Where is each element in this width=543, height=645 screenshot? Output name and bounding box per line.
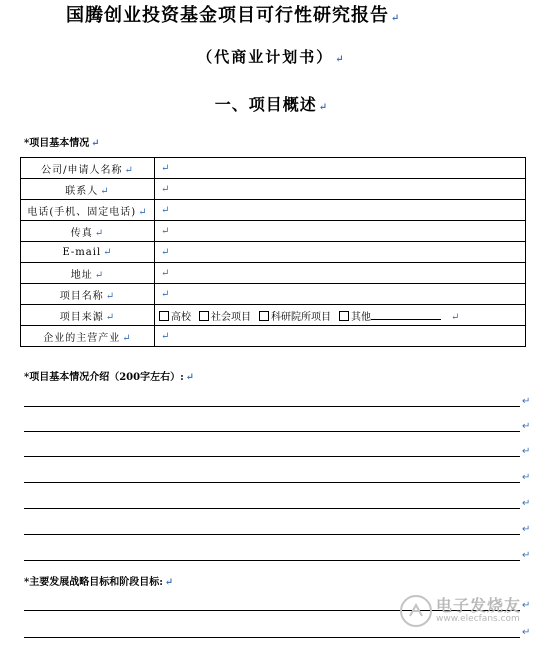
watermark-name: 电子发烧友 (436, 595, 522, 615)
paragraph-mark: ↵ (335, 54, 346, 65)
paragraph-mark: ↵ (161, 288, 170, 300)
checkbox-icon[interactable] (339, 311, 349, 321)
paragraph-mark: ↵ (124, 164, 134, 176)
section-heading: 一、项目概述 ↵ (214, 95, 329, 114)
paragraph-mark: ↵ (91, 138, 100, 149)
table-row (21, 305, 526, 326)
paragraph-mark: ↵ (451, 311, 460, 323)
source-option[interactable]: 科研院所项目 (259, 312, 331, 323)
paragraph-mark: ↵ (161, 246, 170, 258)
source-option[interactable]: 社会项目 (199, 312, 251, 323)
table-row (21, 284, 526, 305)
row-value-field[interactable] (155, 242, 526, 263)
paragraph-mark: ↵ (185, 372, 195, 383)
paragraph-mark: ↵ (522, 600, 531, 611)
document-title: 国腾创业投资基金项目可行性研究报告 ↵ (66, 5, 401, 26)
row-value-field[interactable] (155, 305, 526, 326)
table-row (21, 179, 526, 200)
paragraph-mark: ↵ (391, 13, 401, 24)
basic-info-table (20, 157, 526, 347)
paragraph-mark: ↵ (161, 162, 170, 174)
writing-line[interactable] (24, 406, 520, 407)
strategy-label: *主要发展战略目标和阶段目标: ↵ (24, 577, 174, 588)
row-value-field[interactable] (155, 284, 526, 305)
row-label: 电话(手机、固定电话) ↵ (21, 200, 155, 221)
table-row (21, 200, 526, 221)
document-subtitle: （代商业计划书） ↵ (197, 48, 346, 66)
row-label: E-mail ↵ (21, 242, 155, 263)
source-option[interactable]: 其他 (339, 312, 441, 323)
paragraph-mark: ↵ (161, 225, 170, 237)
paragraph-mark: ↵ (94, 227, 105, 239)
writing-line[interactable] (24, 534, 520, 535)
paragraph-mark: ↵ (161, 267, 170, 279)
paragraph-mark: ↵ (164, 577, 174, 588)
row-value-field[interactable] (155, 158, 526, 179)
paragraph-mark: ↵ (161, 204, 170, 216)
writing-line[interactable] (24, 508, 520, 509)
table-row (21, 221, 526, 242)
paragraph-mark: ↵ (522, 524, 531, 535)
paragraph-mark: ↵ (522, 446, 531, 457)
writing-line[interactable] (24, 456, 520, 457)
paragraph-mark: ↵ (122, 332, 132, 344)
paragraph-mark: ↵ (522, 550, 531, 561)
row-label: 企业的主营产业 ↵ (21, 326, 155, 347)
row-value-field[interactable] (155, 200, 526, 221)
paragraph-mark: ↵ (522, 396, 531, 407)
row-value-field[interactable] (155, 179, 526, 200)
row-value-field[interactable] (155, 221, 526, 242)
intro-label: *项目基本情况介绍（200字左右）: ↵ (24, 372, 195, 383)
basic-info-label: *项目基本情况 ↵ (24, 138, 100, 149)
table-row (21, 158, 526, 179)
writing-line[interactable] (24, 637, 520, 638)
watermark-url: www.elecfans.com (436, 613, 520, 624)
table-row (21, 263, 526, 284)
row-label: 公司/申请人名称 ↵ (21, 158, 155, 179)
table-row (21, 242, 526, 263)
watermark-logo (400, 595, 521, 627)
writing-line[interactable] (24, 431, 520, 432)
row-label: 地址 ↵ (21, 263, 155, 284)
row-value-field[interactable] (155, 263, 526, 284)
source-option[interactable]: 高校 (159, 312, 191, 323)
writing-line[interactable] (24, 482, 520, 483)
row-label: 项目名称 ↵ (21, 284, 155, 305)
paragraph-mark: ↵ (522, 498, 531, 509)
paragraph-mark: ↵ (138, 206, 148, 218)
writing-line[interactable] (24, 560, 520, 561)
paragraph-mark: ↵ (318, 102, 329, 113)
paragraph-mark: ↵ (522, 421, 531, 432)
paragraph-mark: ↵ (161, 183, 170, 195)
row-label: 传真 ↵ (21, 221, 155, 242)
checkbox-icon[interactable] (159, 311, 169, 321)
paragraph-mark: ↵ (94, 269, 105, 281)
row-label: 联系人 ↵ (21, 179, 155, 200)
paragraph-mark: ↵ (105, 290, 116, 302)
paragraph-mark: ↵ (522, 627, 531, 638)
table-row (21, 326, 526, 347)
checkbox-icon[interactable] (199, 311, 209, 321)
paragraph-mark: ↵ (105, 311, 116, 323)
paragraph-mark: ↵ (100, 185, 110, 197)
row-value-field[interactable] (155, 326, 526, 347)
paragraph-mark: ↵ (522, 472, 531, 483)
paragraph-mark: ↵ (103, 246, 113, 258)
other-fill-line[interactable] (371, 310, 441, 320)
paragraph-mark: ↵ (161, 330, 170, 342)
elecfans-logo-icon (400, 595, 432, 627)
row-label: 项目来源 ↵ (21, 305, 155, 326)
checkbox-icon[interactable] (259, 311, 269, 321)
